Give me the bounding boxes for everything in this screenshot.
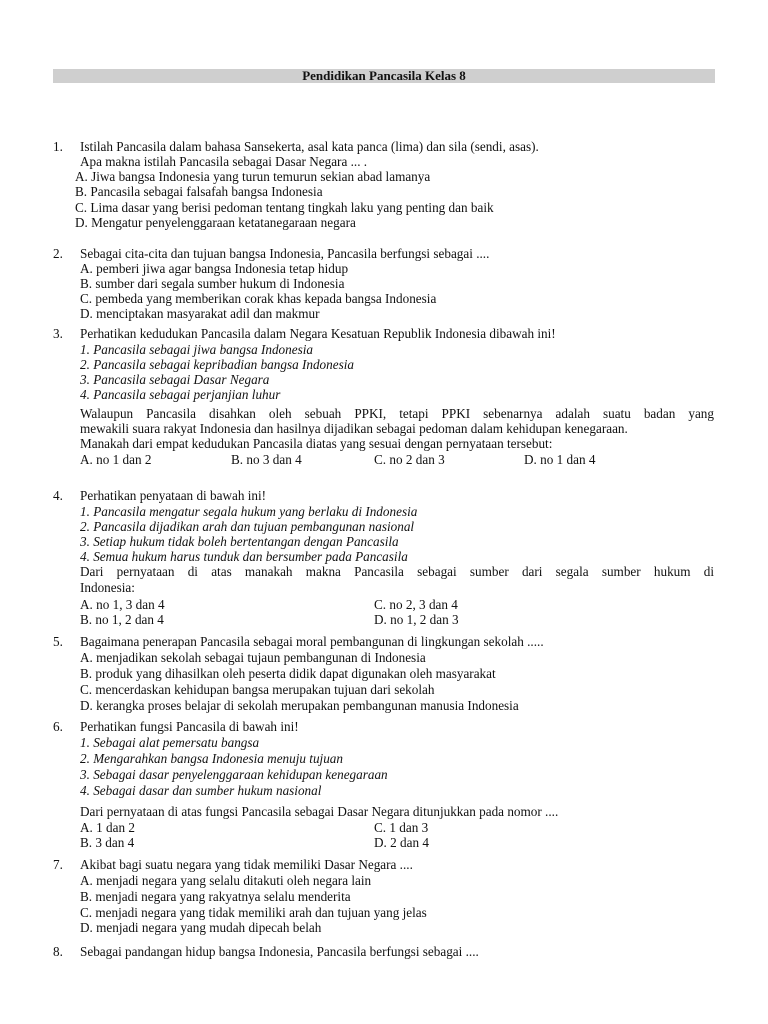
q6-option-b: B. 3 dan 4 <box>80 835 135 850</box>
q6-item-1: 1. Sebagai alat pemersatu bangsa <box>80 735 260 750</box>
q1-stem-2: Apa makna istilah Pancasila sebagai Dasar Negara ... . <box>80 154 368 169</box>
q4-stem: Perhatikan penyataan di bawah ini! <box>80 488 267 503</box>
q6-item-4: 4. Sebagai dasar dan sumber hukum nasional <box>80 783 322 798</box>
q3-item-1: 1. Pancasila sebagai jiwa bangsa Indonesia <box>80 342 313 357</box>
q3-stem: Perhatikan kedudukan Pancasila dalam Negara Kesatuan Republik Indonesia dibawah ini! <box>80 326 556 341</box>
q4-number: 4. <box>53 488 63 503</box>
q2-option-d: D. menciptakan masyarakat adil dan makmur <box>80 306 320 321</box>
q4-question-line-1: Dari pernyataan di atas manakah makna Pancasila sebagai sumber dari segala sumber hukum di <box>80 564 714 579</box>
q6-option-a: A. 1 dan 2 <box>80 820 135 835</box>
q4-option-d: D. no 1, 2 dan 3 <box>374 612 459 627</box>
q4-option-b: B. no 1, 2 dan 4 <box>80 612 164 627</box>
q6-option-d: D. 2 dan 4 <box>374 835 429 850</box>
q5-option-b: B. produk yang dihasilkan oleh peserta didik dapat digunakan oleh masyarakat <box>80 666 496 681</box>
q3-option-b: B. no 3 dan 4 <box>231 452 302 467</box>
q8-stem: Sebagai pandangan hidup bangsa Indonesia, Pancasila berfungsi sebagai .... <box>80 944 479 959</box>
q3-option-c: C. no 2 dan 3 <box>374 452 445 467</box>
q3-option-d: D. no 1 dan 4 <box>524 452 596 467</box>
q1-option-a: A. Jiwa bangsa Indonesia yang turun temurun sekian abad lamanya <box>75 169 431 184</box>
q1-option-c: C. Lima dasar yang berisi pedoman tentang tingkah laku yang penting dan baik <box>75 200 494 215</box>
q4-item-4: 4. Semua hukum harus tunduk dan bersumber pada Pancasila <box>80 549 408 564</box>
q6-number: 6. <box>53 719 63 734</box>
q3-option-a: A. no 1 dan 2 <box>80 452 152 467</box>
q3-passage-line-1: Walaupun Pancasila disahkan oleh sebuah PPKI, tetapi PPKI sebenarnya adalah suatu badan yang <box>80 406 714 421</box>
q4-option-c: C. no 2, 3 dan 4 <box>374 597 458 612</box>
q6-stem: Perhatikan fungsi Pancasila di bawah ini! <box>80 719 299 734</box>
q3-item-2: 2. Pancasila sebagai kepribadian bangsa Indonesia <box>80 357 354 372</box>
q4-option-a: A. no 1, 3 dan 4 <box>80 597 165 612</box>
q7-option-a: A. menjadi negara yang selalu ditakuti oleh negara lain <box>80 873 372 888</box>
q4-item-3: 3. Setiap hukum tidak boleh bertentangan dengan Pancasila <box>80 534 399 549</box>
q5-option-c: C. mencerdaskan kehidupan bangsa merupakan tujuan dari sekolah <box>80 682 435 697</box>
q3-passage-line-2: mewakili suara rakyat Indonesia dan hasilnya dijadikan sebagai pedoman dalam kehidupan kenegaraan. <box>80 421 628 436</box>
q4-question-line-2: Indonesia: <box>80 580 135 595</box>
q1-number: 1. <box>53 139 63 154</box>
q7-option-c: C. menjadi negara yang tidak memiliki arah dan tujuan yang jelas <box>80 905 427 920</box>
q4-item-1: 1. Pancasila mengatur segala hukum yang berlaku di Indonesia <box>80 504 418 519</box>
q3-passage-line-3: Manakah dari empat kedudukan Pancasila diatas yang sesuai dengan pernyataan tersebut: <box>80 436 553 451</box>
q7-option-d: D. menjadi negara yang mudah dipecah belah <box>80 920 322 935</box>
q7-option-b: B. menjadi negara yang rakyatnya selalu menderita <box>80 889 351 904</box>
q6-item-2: 2. Mengarahkan bangsa Indonesia menuju tujuan <box>80 751 343 766</box>
q2-option-c: C. pembeda yang memberikan corak khas kepada bangsa Indonesia <box>80 291 437 306</box>
q3-number: 3. <box>53 326 63 341</box>
q3-item-4: 4. Pancasila sebagai perjanjian luhur <box>80 387 281 402</box>
q2-stem: Sebagai cita-cita dan tujuan bangsa Indonesia, Pancasila berfungsi sebagai .... <box>80 246 490 261</box>
q7-number: 7. <box>53 857 63 872</box>
q1-option-b: B. Pancasila sebagai falsafah bangsa Indonesia <box>75 184 323 199</box>
q1-option-d: D. Mengatur penyelenggaraan ketatanegaraan negara <box>75 215 356 230</box>
q5-stem: Bagaimana penerapan Pancasila sebagai moral pembangunan di lingkungan sekolah ..... <box>80 634 544 649</box>
q5-option-a: A. menjadikan sekolah sebagai tujaun pembangunan di Indonesia <box>80 650 426 665</box>
q3-item-3: 3. Pancasila sebagai Dasar Negara <box>80 372 270 387</box>
q6-option-c: C. 1 dan 3 <box>374 820 429 835</box>
page-title: Pendidikan Pancasila Kelas 8 <box>53 69 715 83</box>
q8-number: 8. <box>53 944 63 959</box>
q1-stem: Istilah Pancasila dalam bahasa Sansekerta, asal kata panca (lima) dan sila (sendi, asas). <box>80 139 539 154</box>
q5-option-d: D. kerangka proses belajar di sekolah merupakan pembangunan manusia Indonesia <box>80 698 519 713</box>
q5-number: 5. <box>53 634 63 649</box>
q7-stem: Akibat bagi suatu negara yang tidak memiliki Dasar Negara .... <box>80 857 413 872</box>
q2-option-a: A. pemberi jiwa agar bangsa Indonesia tetap hidup <box>80 261 349 276</box>
q4-item-2: 2. Pancasila dijadikan arah dan tujuan pembangunan nasional <box>80 519 415 534</box>
q2-option-b: B. sumber dari segala sumber hukum di Indonesia <box>80 276 345 291</box>
q6-item-3: 3. Sebagai dasar penyelenggaraan kehidupan kenegaraan <box>80 767 388 782</box>
q6-question: Dari pernyataan di atas fungsi Pancasila sebagai Dasar Negara ditunjukkan pada nomor .... <box>80 804 559 819</box>
q2-number: 2. <box>53 246 63 261</box>
